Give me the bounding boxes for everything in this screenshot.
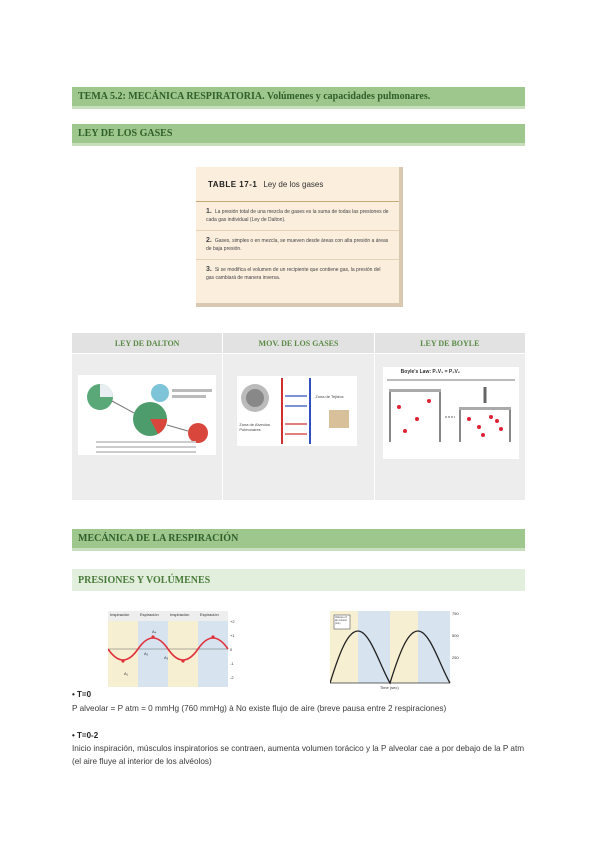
table-title: Ley de los gases <box>263 179 324 189</box>
y-tick: 500 <box>452 633 459 638</box>
y-tick: +2 <box>230 619 235 624</box>
row-text: La presión total de una mezcla de gases es la suma de todas las presiones de cada gas individual (Ley de Dalton). <box>206 209 389 223</box>
gas-laws-table-figure <box>196 167 403 307</box>
phase-label: Espiración <box>200 612 219 617</box>
row-text: Gases, simples o en mezcla, se mueven desde áreas con alta presión a áreas de baja presión. <box>206 238 389 252</box>
tema-title-band <box>72 87 525 109</box>
phase-label: Espiración <box>140 612 159 617</box>
y-tick: 750 <box>452 611 459 616</box>
y-tick: 250 <box>452 655 459 660</box>
section-header-mecanica <box>72 529 525 551</box>
gas-laws-columns <box>72 333 525 500</box>
point-label: A₃ <box>164 655 169 660</box>
section-header-ley-gases <box>72 124 525 146</box>
tema-title: TEMA 5.2: MECÁNICA RESPIRATORIA. Volúmenes y capacidades pulmonares. <box>78 91 431 102</box>
subsection-header-presiones <box>72 569 525 591</box>
column-mov-gases <box>223 333 374 500</box>
row-text: Si se modifica el volumen de un recipiente que contiene gas, la presión del gas cambiará de manera inversa. <box>206 267 381 281</box>
y-tick: -1 <box>230 661 234 666</box>
x-axis-label: Time (sec) <box>380 685 399 690</box>
y-tick: +1 <box>230 633 235 638</box>
y-tick: 0 <box>230 647 233 652</box>
table-row <box>196 202 399 231</box>
point-label: A₄ <box>152 629 157 634</box>
point-label: A₂ <box>144 651 149 656</box>
table-row <box>196 260 399 288</box>
y-tick: -2 <box>230 675 234 680</box>
phase-label: Inspiración <box>170 612 190 617</box>
section-text: P alveolar = P atm = 0 mmHg (760 mmHg) à No existe flujo de aire (breve pausa entre 2 respiraciones) <box>72 704 447 713</box>
point-label: A₁ <box>124 671 129 676</box>
lung-volume-chart <box>330 611 465 691</box>
column-dalton <box>72 333 223 500</box>
section-bullet: • T=0-2 <box>72 731 99 740</box>
table-number: TABLE 17-1 <box>208 179 258 189</box>
section-title-mecanica: MECÁNICA DE LA RESPIRACIÓN <box>78 533 239 544</box>
gas-movement-diagram <box>237 376 357 446</box>
subsection-title-presiones: PRESIONES Y VOLÚMENES <box>78 574 211 586</box>
section-text: Inicio inspiración, músculos inspiratorios se contraen, aumenta volumen torácico y la P alveolar cae a por debajo de la P atm (el aire fluye al interior de los alvéolos) <box>72 744 525 766</box>
table-figure-header <box>196 167 399 202</box>
column-header: MOV. DE LOS GASES <box>223 333 373 354</box>
boyle-formula: Boyle's Law: P₁V₁ = P₂V₂ <box>400 369 461 375</box>
row-number: 3. <box>206 266 212 273</box>
lung-volume-svg <box>330 611 465 691</box>
gas-zone-right-label: Zona de Tejidos <box>315 394 344 399</box>
row-number: 1. <box>206 208 212 215</box>
volume-legend: Volume of air moved (mL) <box>335 616 347 625</box>
row-number: 2. <box>206 237 212 244</box>
boyle-diagram <box>383 367 519 459</box>
gas-zone-left-label: Zona de Alveolos Pulmonares <box>239 422 271 432</box>
column-header: LEY DE DALTON <box>72 333 222 354</box>
section-title-ley-gases: LEY DE LOS GASES <box>78 128 173 139</box>
phase-label: Inspiración <box>110 612 130 617</box>
section-bullet: • T=0 <box>72 690 92 699</box>
table-row <box>196 231 399 260</box>
column-header: LEY DE BOYLE <box>375 333 525 354</box>
dalton-diagram <box>78 375 216 455</box>
alveolar-pressure-chart <box>108 611 238 687</box>
column-boyle <box>375 333 525 500</box>
